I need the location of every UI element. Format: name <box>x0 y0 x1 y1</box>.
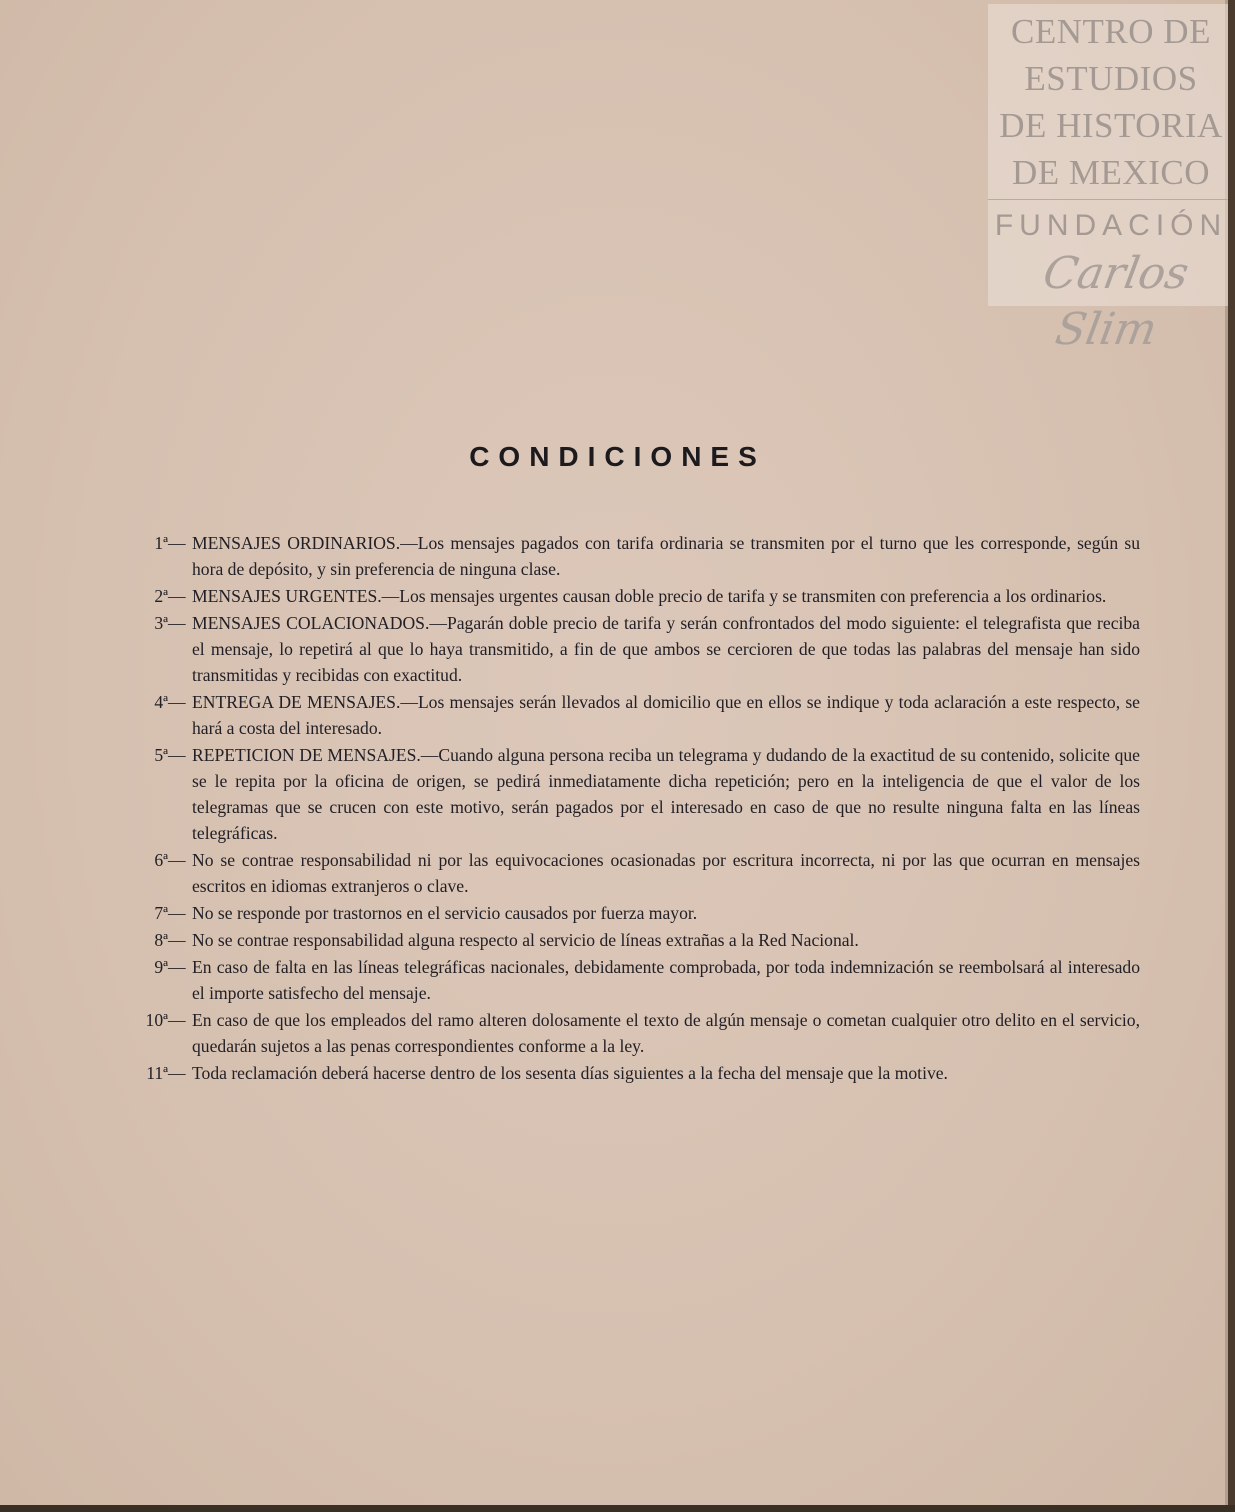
condition-heading: MENSAJES ORDINARIOS. <box>192 533 401 553</box>
condition-number: 6ª <box>154 850 168 870</box>
condition-dash: — <box>168 692 186 712</box>
condition-item <box>120 1007 1140 1059</box>
condition-dash: — <box>168 613 186 633</box>
condition-number: 3ª <box>154 613 168 633</box>
condition-dash: — <box>168 745 186 765</box>
condition-number: 4ª <box>154 692 168 712</box>
condition-dash: — <box>168 1063 186 1083</box>
condition-dash: — <box>168 1010 186 1030</box>
condition-dash: — <box>168 957 186 977</box>
condition-number: 10ª <box>145 1010 168 1030</box>
condition-dash: — <box>168 533 186 553</box>
condition-item <box>120 610 1140 688</box>
condition-item <box>120 583 1140 609</box>
condition-number: 1ª <box>154 533 168 553</box>
condition-dash: — <box>168 586 186 606</box>
condition-heading: MENSAJES URGENTES. <box>192 586 382 606</box>
scan-edge-bottom <box>0 1505 1235 1512</box>
condition-text: No se contrae responsabilidad ni por las equivocaciones ocasionadas por escritura incorrecta, ni por las que ocurran en mensajes escritos en idiomas extranjeros o clave. <box>192 850 1140 896</box>
condition-text: Toda reclamación deberá hacerse dentro de los sesenta días siguientes a la fecha del mensaje que la motive. <box>192 1063 948 1083</box>
condition-text: —Los mensajes pagados con tarifa ordinaria se transmiten por el turno que les corresponde, según su hora de depósito, y sin preferencia de ninguna clase. <box>192 533 1141 579</box>
condition-dash: — <box>168 930 186 950</box>
condition-heading: MENSAJES COLACIONADOS. <box>192 613 430 633</box>
archive-watermark <box>988 4 1234 355</box>
condition-item <box>120 954 1140 1006</box>
conditions-list <box>120 530 1140 1087</box>
condition-number: 11ª <box>146 1063 168 1083</box>
condition-item <box>120 927 1140 953</box>
scan-edge-right <box>1228 0 1235 1512</box>
condition-text: No se responde por trastornos en el servicio causados por fuerza mayor. <box>192 903 698 923</box>
condition-number: 9ª <box>154 957 168 977</box>
condition-item <box>120 742 1140 846</box>
condition-text: —Cuando alguna persona reciba un telegrama y dudando de la exactitud de su contenido, solicite que se le repita por la oficina de origen, se pedirá inmediatamente dicha repetición; pero en la inteligencia de que el valor de los telegramas que se crucen con este motivo, serán pagados por el interesado en caso de que no resulte ninguna falta en las líneas telegráficas. <box>192 745 1140 843</box>
condition-number: 5ª <box>154 745 168 765</box>
watermark-foundation: FUNDACIÓN <box>994 209 1228 242</box>
condition-item <box>120 689 1140 741</box>
condition-number: 2ª <box>154 586 168 606</box>
condition-heading: REPETICION DE MENSAJES. <box>192 745 421 765</box>
watermark-line: ESTUDIOS <box>1024 59 1198 98</box>
watermark-line: CENTRO DE <box>1011 12 1211 51</box>
watermark-line: DE MEXICO <box>1012 153 1210 192</box>
condition-heading: ENTREGA DE MENSAJES. <box>192 692 401 712</box>
condition-dash: — <box>168 850 186 870</box>
condition-item <box>120 530 1140 582</box>
condition-text: —Los mensajes serán llevados al domicilio que en ellos se indique y toda aclaración a este respecto, se hará a costa del interesado. <box>192 692 1140 738</box>
condition-text: —Pagarán doble precio de tarifa y serán confrontados del modo siguiente: el telegrafista que reciba el mensaje, lo repetirá al que lo haya transmitido, a fin de que ambos se cercioren de que todas las palabras del mensaje han sido transmitidas y recibidas con exactitud. <box>192 613 1140 685</box>
watermark-signature: Carlos Slim <box>1039 248 1193 355</box>
condition-text: En caso de que los empleados del ramo alteren dolosamente el texto de algún mensaje o cometan cualquier otro delito en el servicio, quedarán sujetos a las penas correspondientes conforme a la ley. <box>192 1010 1140 1056</box>
watermark-line: DE HISTORIA <box>999 106 1223 145</box>
condition-dash: — <box>168 903 186 923</box>
condition-item <box>120 1060 1140 1086</box>
condition-number: 7ª <box>154 903 168 923</box>
condition-item <box>120 900 1140 926</box>
condition-text: No se contrae responsabilidad alguna respecto al servicio de líneas extrañas a la Red Nacional. <box>192 930 859 950</box>
condition-text: En caso de falta en las líneas telegráficas nacionales, debidamente comprobada, por toda indemnización se reembolsará al interesado el importe satisfecho del mensaje. <box>192 957 1140 1003</box>
condition-text: —Los mensajes urgentes causan doble precio de tarifa y se transmiten con preferencia a los ordinarios. <box>381 586 1107 606</box>
page-title: CONDICIONES <box>469 441 766 472</box>
condition-item <box>120 847 1140 899</box>
watermark-divider <box>988 199 1234 200</box>
condition-number: 8ª <box>154 930 168 950</box>
